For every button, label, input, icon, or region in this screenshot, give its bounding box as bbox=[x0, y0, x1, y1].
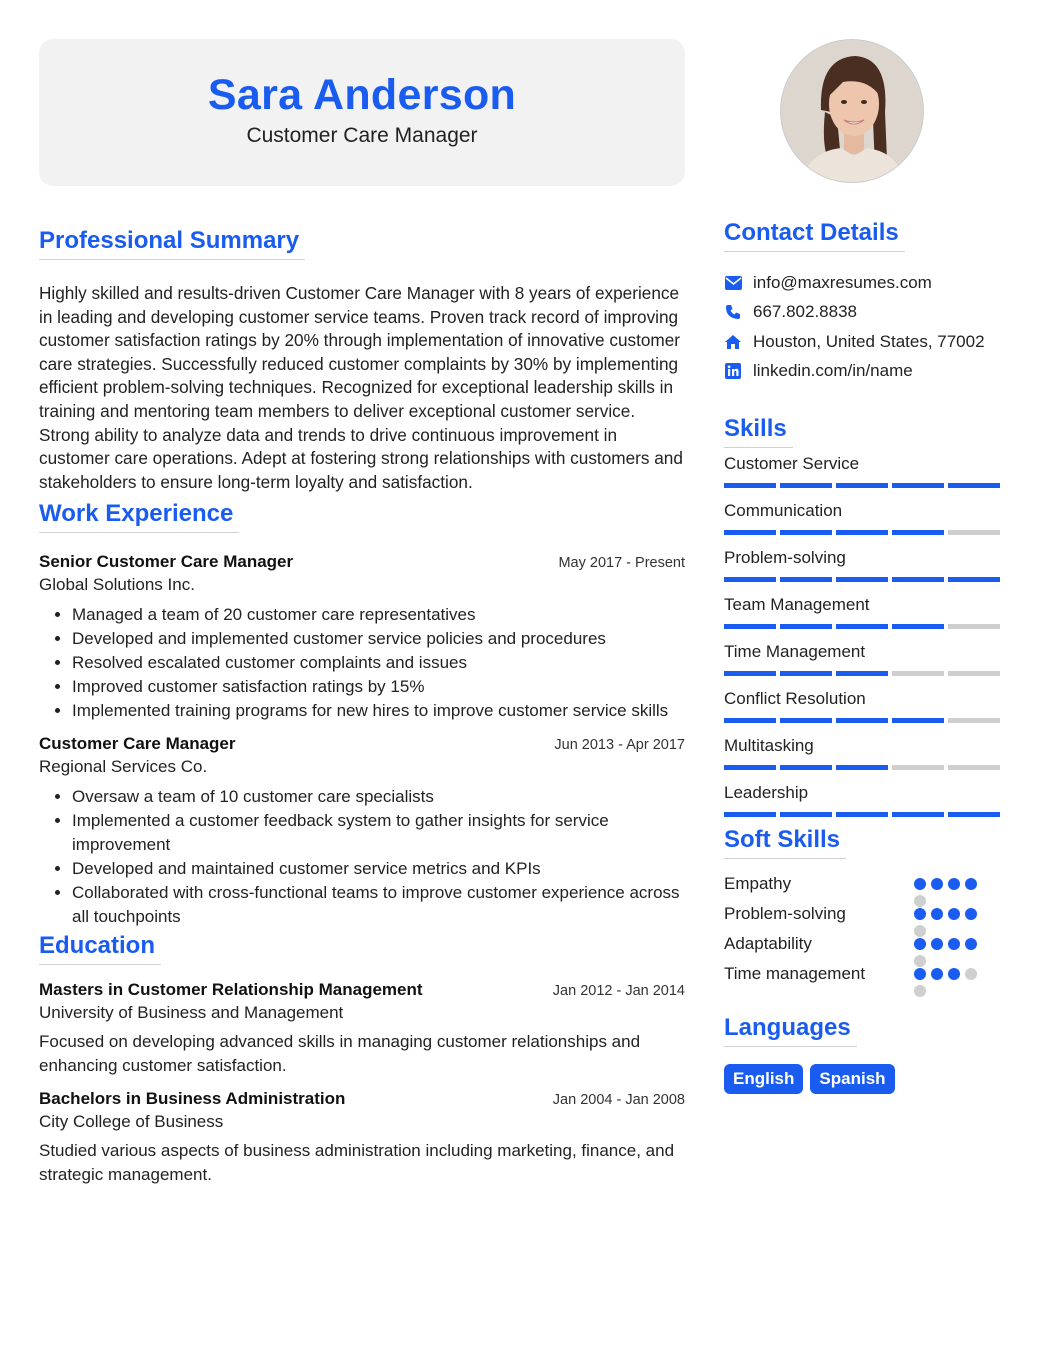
job-company: Global Solutions Inc. bbox=[39, 575, 195, 595]
skill-level-bar bbox=[724, 812, 1004, 817]
skill-level-segment bbox=[724, 624, 776, 629]
skills-list bbox=[724, 453, 1004, 817]
school-name: City College of Business bbox=[39, 1112, 224, 1132]
list-item: • Collaborated with cross-functional teams to improve customer experience across all touchpoints bbox=[72, 881, 685, 929]
skill-name: Conflict Resolution bbox=[724, 689, 866, 708]
soft-skills-list bbox=[724, 869, 1004, 989]
skill-level-segment bbox=[724, 530, 776, 535]
job-date: May 2017 - Present bbox=[558, 555, 685, 572]
skill-name: Communication bbox=[724, 501, 843, 520]
skill-item bbox=[724, 453, 1004, 488]
rating-dot bbox=[948, 938, 960, 950]
soft-skill-name: Time management bbox=[724, 964, 866, 983]
contact-phone[interactable] bbox=[724, 298, 1004, 328]
section-title-summary: Professional Summary bbox=[39, 227, 305, 260]
skill-level-segment bbox=[948, 624, 1000, 629]
skill-level-segment bbox=[780, 530, 832, 535]
avatar bbox=[781, 40, 924, 183]
section-title-education: Education bbox=[39, 932, 161, 965]
job-date: Jun 2013 - Apr 2017 bbox=[554, 737, 685, 754]
rating-dot bbox=[914, 968, 926, 980]
degree-date: Jan 2004 - Jan 2008 bbox=[552, 1092, 685, 1109]
summary-text: Highly skilled and results-driven Customer Care Manager with 8 years of experience in leading and developing customer service teams. Proven track record of improving customer satisfaction ratings by 20% through implementation of innovative customer care strategies. Successfully reduced customer complaints by 30% by implementing efficient problem-solving techniques. Recognized for exceptional leadership skills in training and mentoring team members to deliver exceptional customer service. Strong ability to analyze data and trends to drive continuous improvement in customer care operations. Adept at fostering strong relationships with customers and stakeholders to ensure long-term loyalty and satisfaction. bbox=[39, 283, 683, 492]
skill-name: Problem-solving bbox=[724, 548, 846, 567]
soft-skill-item bbox=[724, 959, 1004, 989]
contact-linkedin-text: linkedin.com/in/name bbox=[753, 361, 913, 381]
skill-name: Customer Service bbox=[724, 454, 860, 473]
skill-level-segment bbox=[836, 577, 888, 582]
soft-skill-item bbox=[724, 929, 1004, 959]
education-section bbox=[39, 932, 685, 1187]
rating-dot bbox=[948, 878, 960, 890]
contact-address-text: Houston, United States, 77002 bbox=[753, 331, 985, 351]
job-role: Senior Customer Care Manager bbox=[39, 552, 294, 572]
skill-level-segment bbox=[948, 483, 1000, 488]
rating-dot bbox=[965, 878, 977, 890]
skill-level-segment bbox=[892, 671, 944, 676]
skill-level-segment bbox=[780, 624, 832, 629]
skill-level-segment bbox=[780, 812, 832, 817]
contact-phone-text: 667.802.8838 bbox=[753, 302, 857, 322]
phone-icon bbox=[724, 303, 742, 321]
experience-item bbox=[39, 552, 685, 723]
rating-dot bbox=[914, 938, 926, 950]
soft-skills-section bbox=[724, 826, 1004, 989]
section-title-experience: Work Experience bbox=[39, 500, 239, 533]
skill-level-bar bbox=[724, 765, 1004, 770]
skill-item bbox=[724, 641, 1004, 676]
rating-dot bbox=[948, 968, 960, 980]
skill-level-segment bbox=[724, 812, 776, 817]
skill-level-segment bbox=[836, 812, 888, 817]
section-title-soft-skills: Soft Skills bbox=[724, 826, 846, 859]
experience-section bbox=[39, 500, 685, 929]
skill-name: Team Management bbox=[724, 595, 870, 614]
contact-section bbox=[724, 219, 1004, 386]
skill-level-segment bbox=[892, 812, 944, 817]
list-item: • Improved customer satisfaction ratings by 15% bbox=[72, 675, 685, 699]
envelope-icon bbox=[724, 274, 742, 292]
rating-dot bbox=[965, 938, 977, 950]
rating-dot bbox=[931, 968, 943, 980]
skill-level-bar bbox=[724, 530, 1004, 535]
skill-level-segment bbox=[892, 483, 944, 488]
experience-item bbox=[39, 734, 685, 929]
degree-description: Focused on developing advanced skills in managing customer relationships and enhancing customer satisfaction. bbox=[39, 1032, 641, 1076]
skill-level-segment bbox=[724, 718, 776, 723]
skill-level-segment bbox=[780, 577, 832, 582]
rating-dot bbox=[965, 968, 977, 980]
soft-skill-item bbox=[724, 869, 1004, 899]
skill-level-segment bbox=[836, 718, 888, 723]
summary-section bbox=[39, 227, 685, 494]
skill-level-segment bbox=[948, 577, 1000, 582]
skill-level-segment bbox=[836, 671, 888, 676]
list-item: • Implemented a customer feedback system to gather insights for service improvement bbox=[72, 809, 685, 857]
skills-section bbox=[724, 415, 1004, 817]
rating-dot bbox=[948, 908, 960, 920]
skill-item bbox=[724, 735, 1004, 770]
candidate-name: Sara Anderson bbox=[207, 71, 517, 119]
soft-skill-item bbox=[724, 899, 1004, 929]
skill-level-segment bbox=[836, 765, 888, 770]
skill-level-bar bbox=[724, 483, 1004, 488]
degree-description: Studied various aspects of business administration including marketing, finance, and strategic management. bbox=[39, 1141, 675, 1185]
rating-dot bbox=[931, 878, 943, 890]
language-tag: Spanish bbox=[810, 1064, 894, 1094]
soft-skill-name: Problem-solving bbox=[724, 904, 846, 923]
skill-level-segment bbox=[892, 530, 944, 535]
school-name: University of Business and Management bbox=[39, 1003, 344, 1023]
skill-level-segment bbox=[892, 765, 944, 770]
soft-skill-name: Adaptability bbox=[724, 934, 812, 953]
languages-section bbox=[724, 1014, 1004, 1094]
sidebar-column bbox=[724, 39, 1004, 1094]
skill-level-segment bbox=[780, 671, 832, 676]
language-tag: English bbox=[724, 1064, 803, 1094]
skill-level-segment bbox=[836, 483, 888, 488]
skill-level-segment bbox=[948, 765, 1000, 770]
candidate-title: Customer Care Manager bbox=[246, 124, 478, 147]
skill-level-segment bbox=[724, 483, 776, 488]
contact-email[interactable] bbox=[724, 268, 1004, 298]
list-item: • Developed and implemented customer service policies and procedures bbox=[72, 627, 685, 651]
skill-level-segment bbox=[724, 577, 776, 582]
skill-level-segment bbox=[892, 718, 944, 723]
list-item: • Implemented training programs for new hires to improve customer service skills bbox=[72, 699, 685, 723]
list-item: • Resolved escalated customer complaints and issues bbox=[72, 651, 685, 675]
skill-level-segment bbox=[948, 671, 1000, 676]
skill-name: Time Management bbox=[724, 642, 866, 661]
degree-name: Bachelors in Business Administration bbox=[39, 1089, 346, 1109]
skill-name: Leadership bbox=[724, 783, 809, 802]
skill-level-bar bbox=[724, 671, 1004, 676]
rating-dot bbox=[914, 985, 926, 997]
skill-level-segment bbox=[948, 812, 1000, 817]
section-title-contact: Contact Details bbox=[724, 219, 905, 252]
job-bullets bbox=[39, 603, 685, 723]
header-card bbox=[39, 39, 685, 186]
skill-level-segment bbox=[948, 718, 1000, 723]
skill-level-segment bbox=[780, 483, 832, 488]
degree-date: Jan 2012 - Jan 2014 bbox=[552, 983, 685, 1000]
list-item: • Developed and maintained customer service metrics and KPIs bbox=[72, 857, 685, 881]
section-title-languages: Languages bbox=[724, 1014, 857, 1047]
skill-level-bar bbox=[724, 577, 1004, 582]
home-icon bbox=[724, 333, 742, 351]
job-company: Regional Services Co. bbox=[39, 757, 208, 777]
linkedin-icon bbox=[724, 362, 742, 380]
skill-item bbox=[724, 688, 1004, 723]
contact-linkedin[interactable] bbox=[724, 357, 1004, 387]
skill-level-segment bbox=[836, 624, 888, 629]
skill-item bbox=[724, 782, 1004, 817]
main-column bbox=[39, 39, 685, 1187]
rating-dot bbox=[965, 908, 977, 920]
job-role: Customer Care Manager bbox=[39, 734, 236, 754]
soft-skill-name: Empathy bbox=[724, 874, 792, 893]
skill-level-segment bbox=[892, 624, 944, 629]
education-item bbox=[39, 1089, 685, 1187]
job-bullets bbox=[39, 785, 685, 929]
rating-dot bbox=[914, 908, 926, 920]
soft-skill-rating bbox=[914, 968, 989, 997]
skill-level-segment bbox=[724, 765, 776, 770]
section-title-skills: Skills bbox=[724, 415, 793, 448]
education-item bbox=[39, 980, 685, 1078]
skill-level-segment bbox=[892, 577, 944, 582]
skill-item bbox=[724, 500, 1004, 535]
rating-dot bbox=[931, 908, 943, 920]
contact-address bbox=[724, 327, 1004, 357]
skill-level-bar bbox=[724, 624, 1004, 629]
skill-level-segment bbox=[780, 718, 832, 723]
skill-level-segment bbox=[780, 765, 832, 770]
list-item: • Oversaw a team of 10 customer care specialists bbox=[72, 785, 685, 809]
rating-dot bbox=[914, 878, 926, 890]
skill-item bbox=[724, 547, 1004, 582]
skill-level-segment bbox=[948, 530, 1000, 535]
skill-level-bar bbox=[724, 718, 1004, 723]
skill-name: Multitasking bbox=[724, 736, 814, 755]
degree-name: Masters in Customer Relationship Management bbox=[39, 980, 423, 1000]
skill-level-segment bbox=[724, 671, 776, 676]
rating-dot bbox=[931, 938, 943, 950]
languages-list bbox=[724, 1064, 1004, 1094]
skill-item bbox=[724, 594, 1004, 629]
contact-email-text: info@maxresumes.com bbox=[753, 272, 932, 292]
profile-photo bbox=[780, 39, 924, 183]
skill-level-segment bbox=[836, 530, 888, 535]
list-item: • Managed a team of 20 customer care representatives bbox=[72, 603, 685, 627]
